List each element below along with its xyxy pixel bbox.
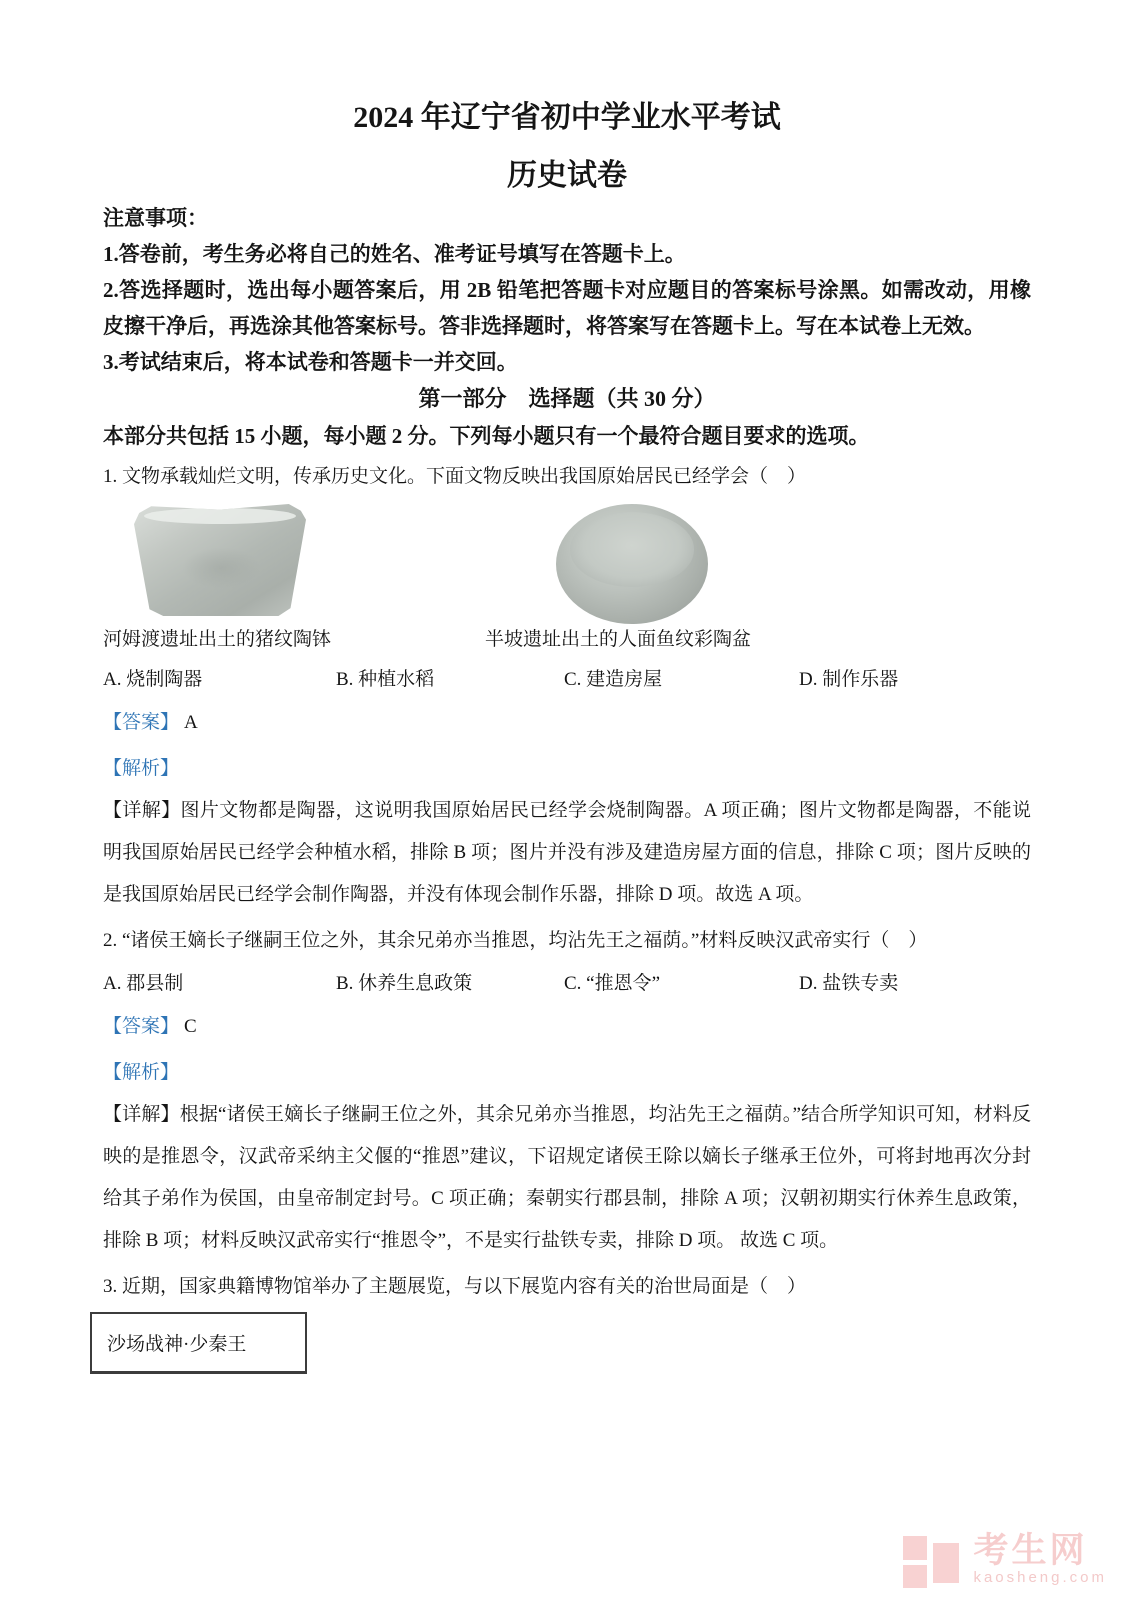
question-1-options	[103, 666, 1031, 694]
question-2-option-d: D. 盐铁专卖	[799, 973, 899, 994]
question-1-detail: 【详解】图片文物都是陶器，这说明我国原始居民已经学会烧制陶器。A 项正确；图片文物都是陶器，不能说明我国原始居民已经学会种植水稻，排除 B 项；图片并没有涉及建造房屋方面的信息，排除 C 项；图片反映的是我国原始居民已经学会制作陶器，并没有体现会制作乐器，排除 D 项。故选 A 项。	[103, 800, 1031, 905]
banpo-caption: 半坡遗址出土的人面鱼纹彩陶盆	[485, 629, 752, 650]
question-1-answer-line	[103, 708, 1031, 738]
banpo-pottery-image	[556, 504, 708, 624]
paper-title: 2024 年辽宁省初中学业水平考试	[353, 101, 781, 134]
analysis-label: 【解析】	[103, 758, 180, 779]
question-2-analysis-line	[103, 1058, 1031, 1088]
question-1-option-a: A. 烧制陶器	[103, 669, 203, 690]
analysis-label: 【解析】	[103, 1062, 180, 1083]
answer-value: C	[184, 1016, 197, 1037]
question-1-stem: 1. 文物承载灿烂文明，传承历史文化。下面文物反映出我国原始居民已经学会（ ）	[103, 466, 807, 487]
hemudu-caption: 河姆渡遗址出土的猪纹陶钵	[103, 629, 332, 650]
section-heading: 第一部分 选择题（共 30 分）	[418, 386, 716, 411]
watermark-site-domain: kaosheng.com	[973, 1569, 1107, 1586]
watermark-site-name: 考生网	[973, 1531, 1088, 1570]
question-1	[103, 460, 1031, 916]
question-2-answer-line	[103, 1012, 1031, 1042]
hemudu-pottery-image	[134, 504, 306, 616]
question-2-option-c: C. “推恩令”	[564, 973, 661, 994]
question-2-detail: 【详解】根据“诸侯王嫡长子继嗣王位之外，其余兄弟亦当推恩，均沾先王之福荫。”结合所学知识可知，材料反映的是推恩令，汉武帝采纳主父偃的“推恩”建议，下诏规定诸侯王除以嫡长子继承王位外，可将封地再次分封给其子弟作为侯国，由皇帝制定封号。C 项正确；秦朝实行郡县制，排除 A 项；汉朝初期实行休养生息政策，排除 B 项；材料反映汉武帝实行“推恩令”，不是实行盐铁专卖，排除 D 项。 故选 C 项。	[103, 1104, 1031, 1251]
paper-subtitle: 历史试卷	[507, 159, 627, 192]
exhibit-box-text: 沙场战神·少秦王	[107, 1334, 247, 1355]
question-3-stem: 3. 近期，国家典籍博物馆举办了主题展览，与以下展览内容有关的治世局面是（ ）	[103, 1276, 807, 1297]
answer-label: 【答案】	[103, 712, 180, 733]
question-1-option-b: B. 种植水稻	[336, 669, 435, 690]
section-intro: 本部分共包括 15 小题，每小题 2 分。下列每小题只有一个最符合题目要求的选项。	[103, 424, 870, 448]
question-1-captions	[103, 626, 1031, 654]
question-1-analysis-line	[103, 754, 1031, 784]
notice-item-2: 2.答选择题时，选出每小题答案后，用 2B 铅笔把答题卡对应题目的答案标号涂黑。如需改动，用橡皮擦干净后，再选涂其他答案标号。答非选择题时，将答案写在答题卡上。写在本试卷上无效。	[103, 278, 1031, 338]
notice-item-3: 3.考试结束后，将本试卷和答题卡一并交回。	[103, 350, 518, 374]
answer-label: 【答案】	[103, 1016, 180, 1037]
question-3-exhibit-box	[90, 1312, 307, 1374]
question-2-options	[103, 970, 1031, 998]
notice-section	[103, 200, 1031, 380]
question-1-artifact-images	[103, 504, 1031, 624]
question-2-stem: 2. “诸侯王嫡长子继嗣王位之外，其余兄弟亦当推恩，均沾先王之福荫。”材料反映汉武帝实行（ ）	[103, 930, 928, 951]
question-2-option-b: B. 休养生息政策	[336, 973, 473, 994]
question-2	[103, 924, 1031, 1262]
answer-value: A	[184, 712, 198, 733]
kaosheng-logo-icon	[903, 1532, 961, 1588]
notice-item-1: 1.答卷前，考生务必将自己的姓名、准考证号填写在答题卡上。	[103, 242, 686, 266]
notice-heading: 注意事项：	[103, 206, 208, 230]
question-2-option-a: A. 郡县制	[103, 973, 184, 994]
question-3	[103, 1270, 1031, 1374]
question-1-option-d: D. 制作乐器	[799, 669, 899, 690]
kaosheng-watermark	[903, 1532, 1107, 1588]
question-1-option-c: C. 建造房屋	[564, 669, 663, 690]
